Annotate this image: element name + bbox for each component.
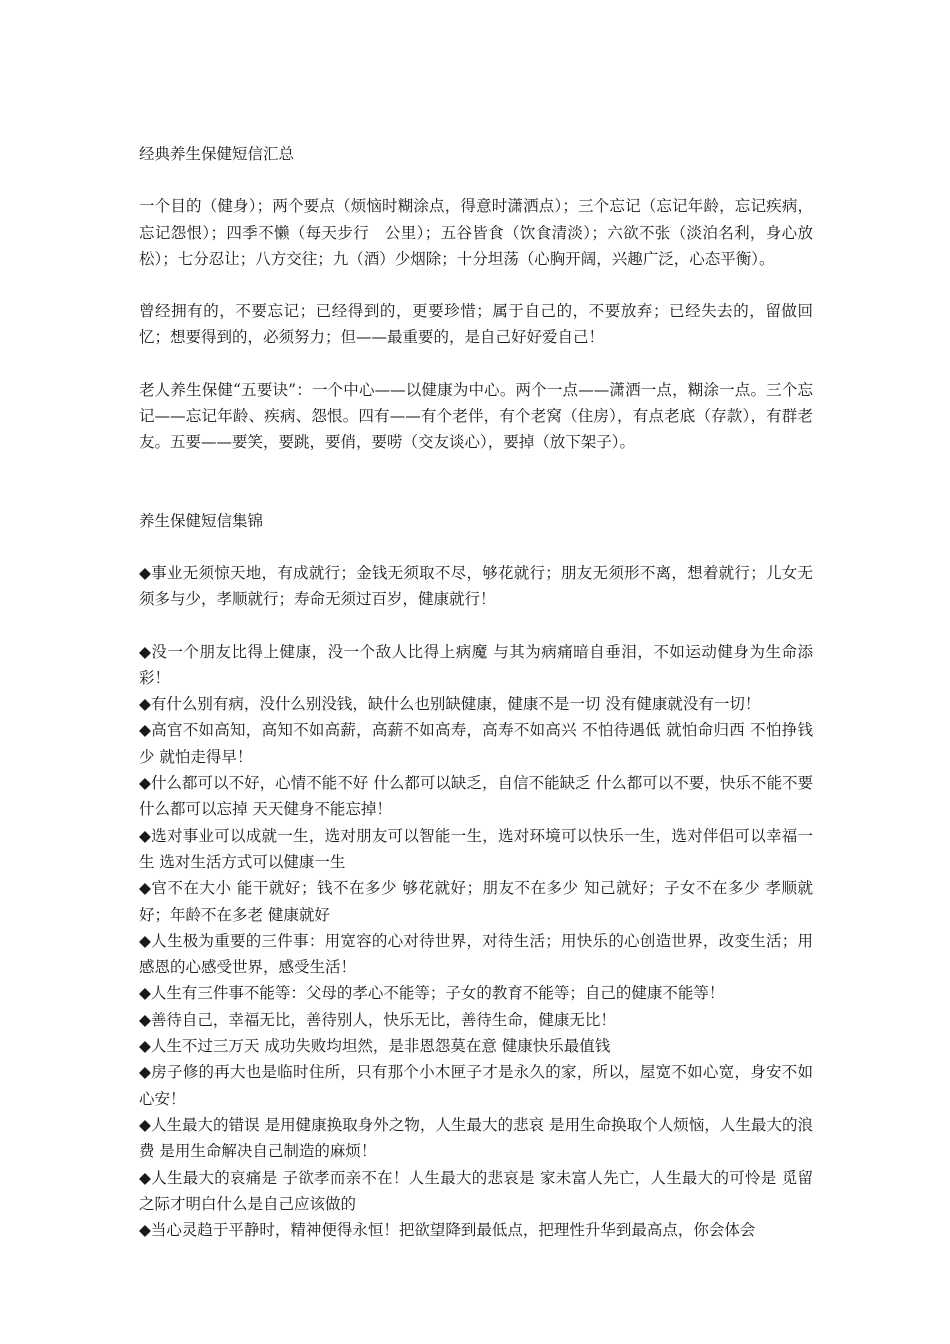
section-title-classic: 经典养生保健短信汇总	[139, 145, 295, 163]
bullet-item: ◆有什么别有病，没什么别没钱，缺什么也别缺健康，健康不是一切 没有健康就没有一切！	[139, 695, 761, 714]
bullet-item: ◆人生有三件事不能等：父母的孝心不能等；子女的教育不能等；自己的健康不能等！	[139, 984, 725, 1003]
bullet-item: ◆当心灵趋于平静时，精神便得永恒！把欲望降到最低点，把理性升华到最高点，你会体会	[139, 1221, 756, 1240]
bullet-item-first: ◆事业无须惊天地，有成就行；金钱无须取不尽，够花就行；朋友无须形不离，想着就行；儿女无须多与少，孝顺就行；寿命无须过百岁，健康就行！	[139, 563, 813, 609]
spacer	[139, 167, 813, 193]
bullet-item: ◆房子修的再大也是临时住所，只有那个小木匣子才是永久的家，所以，屋宽不如心宽，身安不如心安！	[139, 1063, 813, 1108]
bullet-item: ◆人生最大的错误 是用健康换取身外之物，人生最大的悲哀 是用生命换取个人烦恼，人生最大的浪费 是用生命解决自己制造的麻烦！	[139, 1115, 813, 1161]
spacer	[139, 534, 813, 560]
bullet-item: ◆人生最大的哀痛是 子欲孝而亲不在！人生最大的悲哀是 家未富人先亡，人生最大的可怜是 觅留之际才明白什么是自己应该做的	[139, 1168, 813, 1213]
bullet-item: ◆什么都可以不好，心情不能不好 什么都可以缺乏，自信不能缺乏 什么都可以不要，快乐不能不要 什么都可以忘掉 天天健身不能忘掉！	[139, 774, 813, 819]
bullet-item: ◆官不在大小 能干就好；钱不在多少 够花就好；朋友不在多少 知己就好；子女不在多少 孝顺就好；年龄不在多老 健康就好	[139, 879, 813, 924]
paragraph-ten-points: 一个目的（健身）；两个要点（烦恼时糊涂点，得意时潇洒点）；三个忘记（忘记年龄，忘记疾病，忘记怨恨）；四季不懒（每天步行 公里）；五谷皆食（饮食清淡）；六欲不张（淡泊名利，身心放松）；七分忍让；八方交往；九（酒）少烟除；十分坦荡（心胸开阔，兴趣广泛，心态平衡）。	[139, 197, 813, 268]
document-page	[139, 141, 813, 1243]
bullet-item: ◆选对事业可以成就一生，选对朋友可以智能一生，选对环境可以快乐一生，选对伴侣可以幸福一生 选对生活方式可以健康一生	[139, 826, 813, 871]
bullet-item: ◆善待自己，幸福无比，善待别人，快乐无比，善待生命，健康无比！	[139, 1010, 616, 1029]
bullet-item: ◆没一个朋友比得上健康，没一个敌人比得上病魔 与其为病痛暗自垂泪，不如运动健身为生命添彩！	[139, 642, 813, 687]
spacer	[139, 351, 813, 377]
paragraph-cherish: 曾经拥有的，不要忘记；已经得到的，更要珍惜；属于自己的，不要放弃；已经失去的，留做回忆；想要得到的，必须努力；但——最重要的，是自己好好爱自己！	[139, 302, 813, 347]
paragraph-five-tips: 老人养生保健“五要诀”：一个中心——以健康为中心。两个一点——潇洒一点，糊涂一点。三个忘记——忘记年龄、疾病、怨恨。四有——有个老伴，有个老窝（住房），有点老底（存款），有群老友。五要——要笑，要跳，要俏，要唠（交友谈心），要掉（放下架子）。	[139, 380, 813, 452]
bullet-item: ◆人生极为重要的三件事：用宽容的心对待世界，对待生活；用快乐的心创造世界，改变生活；用感恩的心感受世界，感受生活！	[139, 931, 813, 977]
section-title-collection: 养生保健短信集锦	[139, 511, 264, 530]
bullet-list	[139, 639, 813, 1244]
spacer	[139, 456, 813, 508]
bullet-item: ◆高官不如高知，高知不如高薪，高薪不如高寿，高寿不如高兴 不怕待遇低 就怕命归西 不怕挣钱少 就怕走得早！	[139, 721, 813, 766]
spacer	[139, 613, 813, 639]
spacer	[139, 272, 813, 298]
bullet-item: ◆人生不过三万天 成功失败均坦然，是非恩怨莫在意 健康快乐最值钱	[139, 1037, 611, 1056]
